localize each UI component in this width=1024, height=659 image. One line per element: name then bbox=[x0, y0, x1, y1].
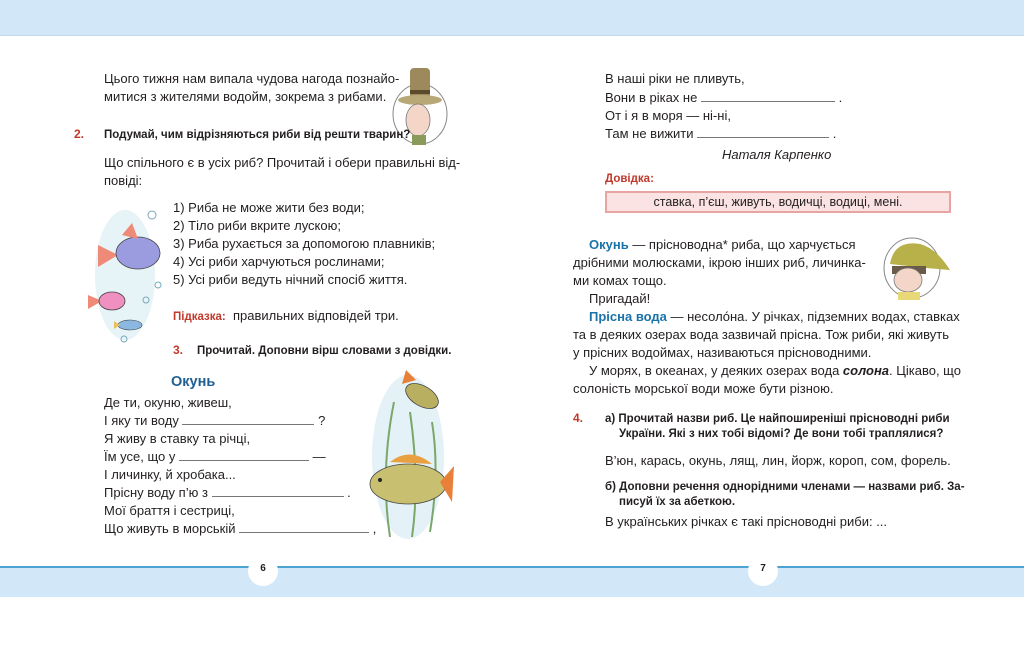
poem-line-6: Прісну воду п’ю з . bbox=[104, 485, 351, 500]
task-4b-prompt-1: б) Доповни речення однорідними членами — назвами риб. За- bbox=[605, 481, 965, 493]
poem-line-5: І личинку, й хробака... bbox=[104, 467, 236, 482]
sea-water-line-2: солоність морської води може бути різною. bbox=[573, 381, 834, 396]
blank-input[interactable] bbox=[701, 90, 835, 102]
blank-input[interactable] bbox=[239, 521, 369, 533]
hint-text: правильних відповідей три. bbox=[232, 308, 399, 323]
poem-cont-line-1: В наші ріки не пливуть, bbox=[605, 71, 745, 86]
intro-line-2: митися з жителями водойм, зокрема з рибами. bbox=[104, 89, 387, 104]
page-number-right: 7 bbox=[748, 556, 778, 586]
poem-line-2: І яку ти воду ? bbox=[104, 413, 326, 428]
top-band bbox=[0, 0, 1024, 36]
option-1: 1) Риба не може жити без води; bbox=[173, 200, 365, 215]
option-5: 5) Усі риби ведуть нічний спосіб життя. bbox=[173, 272, 408, 287]
blank-input[interactable] bbox=[179, 449, 309, 461]
reference-words: ставка, п’єш, живуть, водичці, водиці, мені. bbox=[653, 195, 903, 209]
poem-cont-line-4: Там не вижити . bbox=[605, 126, 837, 141]
blank-input[interactable] bbox=[212, 485, 344, 497]
option-4: 4) Усі риби харчуються рослинами; bbox=[173, 254, 385, 269]
poem-title: Окунь bbox=[171, 374, 216, 390]
okun-definition-line-2: дрібними молюсками, ікрою інших риб, личинка- bbox=[573, 255, 866, 270]
poem-line-3: Я живу в ставку та річці, bbox=[104, 431, 251, 446]
hint-label: Підказка: bbox=[173, 311, 226, 323]
okun-definition-line-1: Окунь — прісноводна* риба, що харчується bbox=[589, 237, 856, 252]
sea-water-line-1: У морях, в океанах, у деяких озерах вода солона. Цікаво, що bbox=[589, 363, 961, 378]
reference-box bbox=[605, 191, 951, 213]
perch-illustration bbox=[360, 362, 455, 542]
task-2-question-1: Що спільного є в усіх риб? Прочитай і обери правильні від- bbox=[104, 155, 461, 170]
task-4b-sentence: В українських річках є такі прісноводні риби: ... bbox=[605, 514, 888, 529]
hint bbox=[173, 307, 399, 326]
task-4a-prompt-2: України. Які з них тобі відомі? Де вони тобі траплялися? bbox=[619, 428, 944, 440]
blank-input[interactable] bbox=[697, 126, 829, 138]
task-3-number: 3. bbox=[173, 343, 184, 357]
remember-label: Пригадай! bbox=[589, 291, 651, 306]
task-2-question-2: повіді: bbox=[104, 173, 143, 188]
poem-line-1: Де ти, окуню, живеш, bbox=[104, 395, 232, 410]
poem-author: Наталя Карпенко bbox=[722, 147, 832, 162]
reference-label: Довідка: bbox=[605, 173, 654, 185]
okun-term: Окунь bbox=[589, 237, 629, 252]
fresh-water-line-2: та в деяких озерах вода зазвичай прісна. Тож риби, які живуть bbox=[573, 327, 950, 342]
bottom-band bbox=[0, 567, 1024, 597]
poem-cont-line-3: От і я в моря — ні-ні, bbox=[605, 108, 731, 123]
task-4-number: 4. bbox=[573, 411, 584, 425]
option-2: 2) Тіло риби вкрите лускою; bbox=[173, 218, 341, 233]
poem-line-8: Що живуть в морській , bbox=[104, 521, 377, 536]
okun-definition-line-3: ми комах тощо. bbox=[573, 273, 667, 288]
task-2-number: 2. bbox=[74, 127, 85, 141]
task-4b-prompt-2: писуй їх за абеткою. bbox=[619, 496, 736, 508]
fresh-water-term: Прісна вода bbox=[589, 309, 667, 324]
intro-line-1: Цього тижня нам випала чудова нагода познайо- bbox=[104, 71, 400, 86]
boy-illustration bbox=[880, 234, 952, 304]
fish-illustration bbox=[80, 205, 170, 345]
poem-line-7: Мої браття і сестриці, bbox=[104, 503, 235, 518]
footer-line bbox=[0, 566, 1024, 568]
blank-input[interactable] bbox=[182, 413, 314, 425]
task-2-prompt: Подумай, чим відрізняються риби від решти тварин? bbox=[104, 129, 411, 141]
fresh-water-line-1: Прісна вода — несолóна. У річках, підземних водах, ставках bbox=[589, 309, 960, 324]
poem-line-4: Їм усе, що у — bbox=[104, 449, 326, 464]
page-number-left: 6 bbox=[248, 556, 278, 586]
option-3: 3) Риба рухається за допомогою плавників; bbox=[173, 236, 436, 251]
fresh-water-line-3: у прісних водоймах, називаються прісноводними. bbox=[573, 345, 872, 360]
task-4a-prompt-1: а) Прочитай назви риб. Це найпоширеніші прісноводні риби bbox=[605, 413, 950, 425]
fish-list: В’юн, карась, окунь, лящ, лин, йорж, короп, сом, форель. bbox=[605, 453, 951, 468]
task-3-prompt: Прочитай. Доповни вірш словами з довідки. bbox=[197, 345, 452, 357]
poem-cont-line-2: Вони в ріках не . bbox=[605, 90, 843, 105]
